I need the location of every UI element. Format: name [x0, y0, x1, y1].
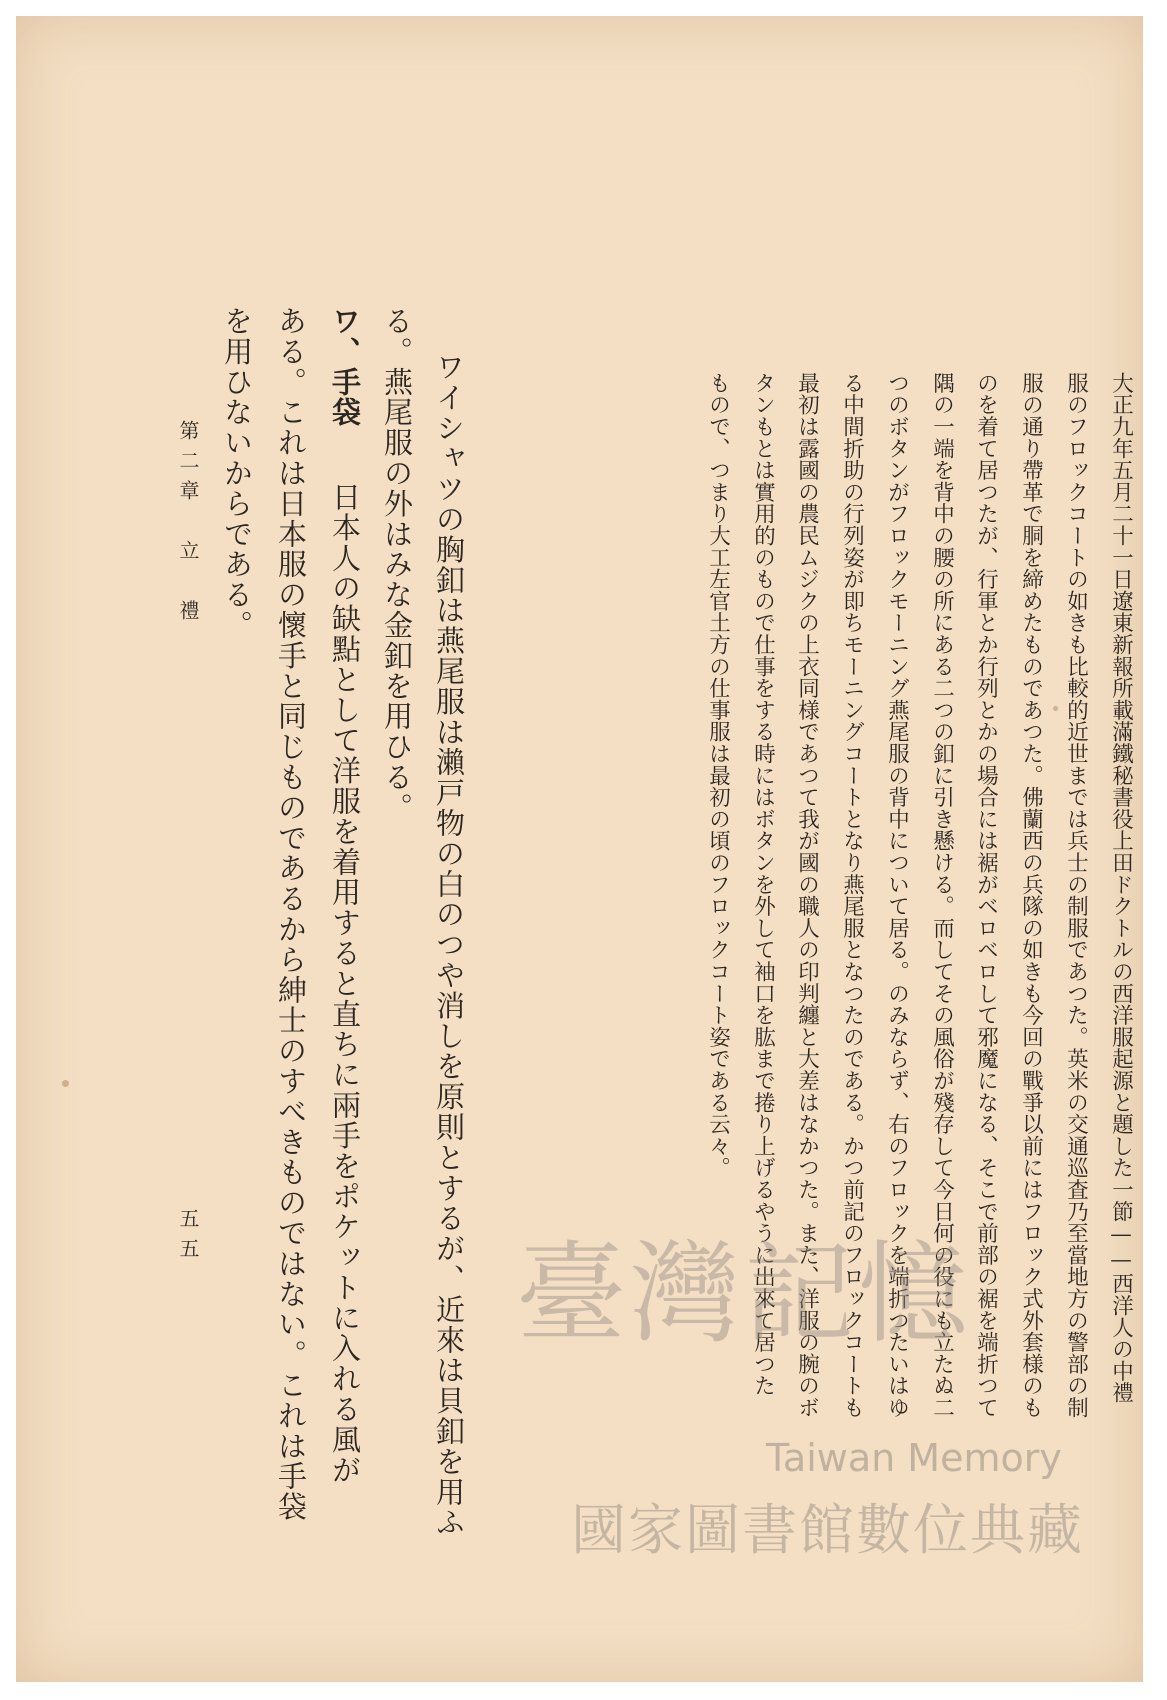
watermark-english: Taiwan Memory: [766, 1436, 1062, 1480]
chapter-running-head: 第二章 立 禮: [176, 420, 200, 630]
quote-line: る中間折助の行列姿が即ちモーニングコートとなり燕尾服となつたのである。かつ前記のフロックコートも: [839, 372, 865, 1419]
watermark-library: 國家圖書館數位典藏: [571, 1498, 1085, 1562]
quote-line: もので、つまり大工左官土方の仕事服は最初の頃のフロックコート姿である云々。: [705, 372, 731, 1179]
body-line: ある。これは日本服の懷手と同じものであるから紳士のすべきものではない。これは手袋: [274, 306, 308, 1522]
quote-line: のを着て居つたが、行軍とか行列とかの場合には裾がベロベロして邪魔になる、そこで前部の裾を端折つて: [973, 372, 999, 1419]
quote-line: 服の通り帶革で胴を締めたものであつた。佛蘭西の兵隊の如きも今回の戰爭以前にはフロック式外套様のも: [1018, 372, 1044, 1419]
quote-line: タンもとは實用的のもので仕事をする時にはボタンを外して袖口を肱まで捲り上げるやうに出來て居つた: [750, 372, 776, 1397]
body-line: を用ひないからである。: [220, 306, 254, 641]
watermark-logo: 臺灣記憶: [516, 1230, 972, 1358]
quote-line: 服のフロックコートの如きも比較的近世までは兵士の制服であつた。英米の交通巡査乃至當地方の警部の制: [1063, 372, 1089, 1419]
quote-line: 隅の一端を背中の腰の所にある二つの釦に引き懸ける。而してその風俗が殘存して今日何の役にも立たぬ二: [929, 372, 955, 1419]
quote-line: つのボタンがフロックモーニング燕尾服の背中について居る。のみならず、右のフロックを端折つたいはゆ: [884, 372, 910, 1419]
body-line: 日本人の缺點として洋服を着用すると直ちに兩手をポケットに入れる風が: [328, 482, 362, 1486]
book-page: [16, 16, 1143, 1682]
body-line: る。燕尾服の外はみな金釦を用ひる。: [380, 306, 414, 823]
body-line: ワイシャツの胸釦は燕尾服は瀨戸物の白のつや消しを原則とするが、近來は貝釦を用ふ: [432, 352, 466, 1538]
page-number: 五五: [176, 1208, 200, 1268]
quote-line: 大正九年五月二十一日遼東新報所載滿鐵秘書役上田ドクトルの西洋服起源と題した一節——西洋人の中禮: [1108, 372, 1134, 1404]
section-heading: ワ、手袋: [328, 306, 362, 428]
quote-line: 最初は露國の農民ムジクの上衣同様であつて我が國の職人の印判纏と大差はなかつた。また、洋服の腕のボ: [794, 372, 820, 1419]
